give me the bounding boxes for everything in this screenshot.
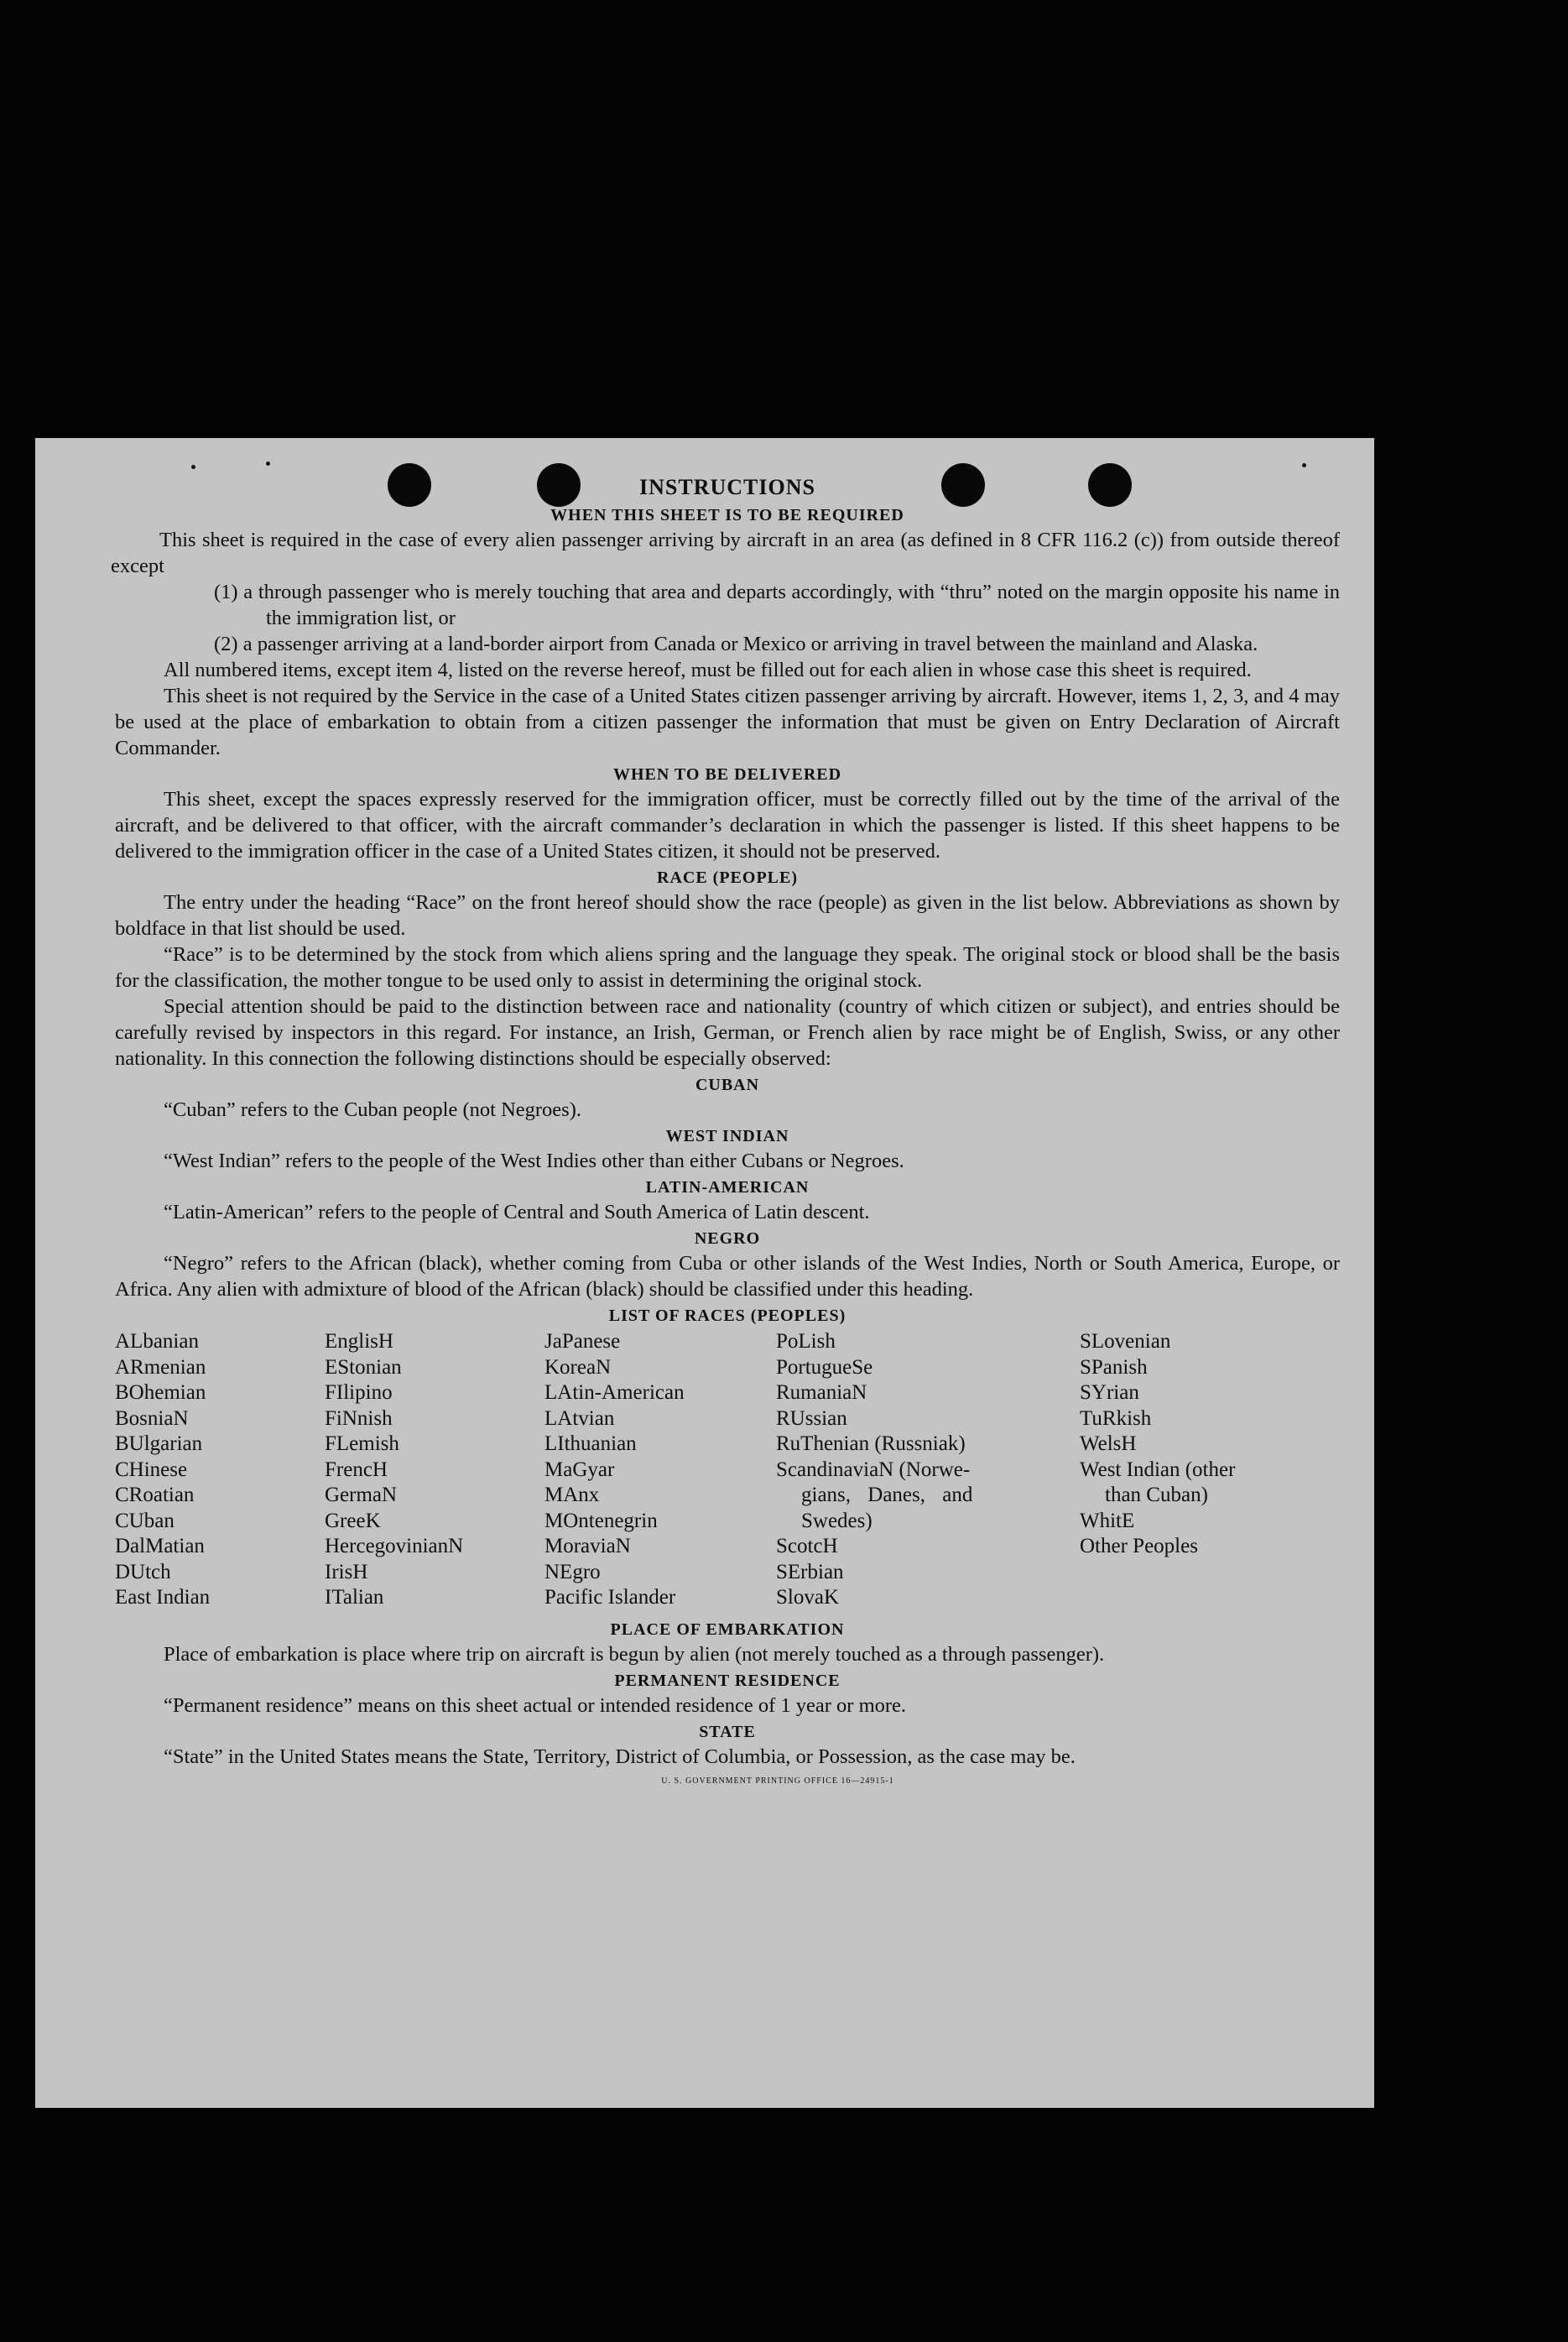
race-entry: Other Peoples <box>1080 1535 1198 1557</box>
race-entry: West Indian (other <box>1080 1458 1236 1481</box>
heading-latin-american: LATIN-AMERICAN <box>645 1178 810 1197</box>
paragraph-intro: This sheet is required in the case of every alien passenger arriving by aircraft in an area (as defined in 8 CFR 116.2 (c)) from outside thereof except <box>111 529 1340 577</box>
race-entry: HercegovinianN <box>325 1535 464 1557</box>
race-entry: MaGyar <box>544 1458 615 1481</box>
race-entry: RuThenian (Russniak) <box>776 1432 966 1455</box>
race-entry: SPanish <box>1080 1355 1148 1379</box>
race-entry: EStonian <box>325 1355 402 1379</box>
race-entry: SLovenian <box>1080 1330 1171 1353</box>
race-entry: SlovaK <box>776 1586 839 1609</box>
paragraph-embarkation: Place of embarkation is place where trip on aircraft is begun by alien (not merely touched as a through passenger). <box>164 1642 1105 1666</box>
heading-embarkation: PLACE OF EMBARKATION <box>610 1620 845 1639</box>
exception-item-2: (2) a passenger arriving at a land-border airport from Canada or Mexico or arriving in travel between the mainland and Alaska. <box>214 633 1258 655</box>
race-entry: WhitE <box>1080 1509 1135 1532</box>
paragraph-west-indian: “West Indian” refers to the people of the West Indies other than either Cubans or Negroes. <box>164 1150 904 1172</box>
race-entry: JaPanese <box>544 1330 621 1353</box>
heading-when-required: WHEN THIS SHEET IS TO BE REQUIRED <box>550 506 904 524</box>
paragraph-race-nationality: Special attention should be paid to the distinction between race and nationality (country of which citizen or subject), and entries should be carefully revised by inspectors in this regard. For instance, an Irish, German, or French alien by race might be of English, Swiss, or any other nationality. In this connection the following distinctions should be especially observed: <box>115 995 1340 1070</box>
paragraph-citizen: This sheet is not required by the Service in the case of a United States citizen passenger arriving by aircraft. However, items 1, 2, 3, and 4 may be used at the place of embarkation to obtain from a citizen passenger the information that must be given on Entry Declaration of Aircraft Commander. <box>115 685 1340 759</box>
race-entry: FIlipino <box>325 1381 393 1404</box>
paragraph-latin-american: “Latin-American” refers to the people of Central and South America of Latin descent. <box>164 1201 870 1223</box>
page-title: INSTRUCTIONS <box>639 475 815 499</box>
race-entry: NEgro <box>544 1560 601 1583</box>
races-column-5 <box>1080 1329 1323 1611</box>
races-column-3 <box>544 1329 776 1611</box>
race-entry: SYrian <box>1080 1381 1139 1404</box>
race-entry: RumaniaN <box>776 1381 867 1404</box>
paragraph-race-definition: “Race” is to be determined by the stock from which aliens spring and the language they speak. The original stock or blood shall be the basis for the classification, the mother tongue to be used only to assist in determining the original stock. <box>115 943 1340 992</box>
races-column-4 <box>776 1329 1080 1611</box>
race-entry: DalMatian <box>115 1535 205 1557</box>
race-entry: FrencH <box>325 1458 388 1481</box>
race-entry: MoraviaN <box>544 1535 631 1557</box>
paper-speck <box>1302 463 1306 467</box>
paper-speck <box>266 462 270 466</box>
race-entry: CUban <box>115 1509 175 1532</box>
heading-list-of-races: LIST OF RACES (PEOPLES) <box>608 1307 847 1325</box>
heading-permanent-residence: PERMANENT RESIDENCE <box>614 1671 841 1690</box>
race-entry: Pacific Islander <box>544 1586 676 1609</box>
race-entry: BosniaN <box>115 1406 189 1430</box>
race-entry: DUtch <box>115 1560 171 1583</box>
race-entry: SErbian <box>776 1560 844 1583</box>
heading-west-indian: WEST INDIAN <box>665 1127 789 1145</box>
heading-race: RACE (PEOPLE) <box>657 868 798 887</box>
race-entry: EnglisH <box>325 1330 393 1353</box>
heading-when-delivered: WHEN TO BE DELIVERED <box>612 765 842 784</box>
race-entry: TuRkish <box>1080 1406 1152 1430</box>
race-entry: RUssian <box>776 1406 847 1430</box>
race-entry-continuation: Swedes) <box>801 1509 873 1532</box>
race-entry: IrisH <box>325 1560 368 1583</box>
race-entry: LAtin-American <box>544 1381 685 1404</box>
race-entry: FLemish <box>325 1432 399 1455</box>
paper-speck <box>191 465 195 469</box>
heading-cuban: CUBAN <box>695 1076 760 1094</box>
race-entry: ITalian <box>325 1586 384 1609</box>
race-entry: ScandinaviaN (Norwe- <box>776 1458 971 1481</box>
races-column-1 <box>115 1329 325 1611</box>
printer-imprint: U. S. GOVERNMENT PRINTING OFFICE 16—24915-1 <box>661 1776 894 1786</box>
race-entry: GermaN <box>325 1484 398 1506</box>
race-entry: WelsH <box>1080 1432 1137 1455</box>
races-list <box>115 1329 1340 1611</box>
paragraph-race-entry: The entry under the heading “Race” on the front hereof should show the race (people) as given in the list below. Abbreviations as shown by boldface in that list should be used. <box>115 891 1340 940</box>
paragraph-cuban: “Cuban” refers to the Cuban people (not Negroes). <box>164 1098 581 1121</box>
paragraph-permanent-residence: “Permanent residence” means on this sheet actual or intended residence of 1 year or more. <box>164 1693 907 1717</box>
paragraph-negro: “Negro” refers to the African (black), whether coming from Cuba or other islands of the West Indies, North or South America, Europe, or Africa. Any alien with admixture of blood of the African (black) should be classified under this heading. <box>115 1252 1340 1301</box>
paragraph-state: “State” in the United States means the State, Territory, District of Columbia, or Possession, as the case may be. <box>164 1745 1076 1768</box>
race-entry: CHinese <box>115 1458 188 1481</box>
race-entry-continuation: than Cuban) <box>1105 1484 1208 1506</box>
heading-negro: NEGRO <box>694 1229 761 1248</box>
paragraph-delivery: This sheet, except the spaces expressly reserved for the immigration officer, must be correctly filled out by the time of the arrival of the aircraft, and be delivered to that officer, with the aircraft commander’s declaration in which the passenger is listed. If this sheet happens to be delivered to the immigration officer in the case of a United States citizen, it should not be preserved. <box>115 788 1340 863</box>
race-entry: PoLish <box>776 1330 836 1353</box>
race-entry: ScotcH <box>776 1535 838 1557</box>
heading-state: STATE <box>699 1722 756 1741</box>
paragraph-numbered-items: All numbered items, except item 4, listed on the reverse hereof, must be filled out for each alien in whose case this sheet is required. <box>164 659 1252 681</box>
race-entry: GreeK <box>325 1509 381 1532</box>
exception-item-1: (1) a through passenger who is merely touching that area and departs accordingly, with “thru” noted on the margin opposite his name in the immigration list, or <box>214 581 1340 629</box>
race-entry: East Indian <box>115 1586 211 1609</box>
race-entry: MOntenegrin <box>544 1509 658 1532</box>
race-entry: MAnx <box>544 1484 600 1506</box>
race-entry: FiNnish <box>325 1406 393 1430</box>
instruction-sheet <box>35 438 1374 2108</box>
race-entry: KoreaN <box>544 1355 612 1379</box>
race-entry-continuation: gians, Danes, and <box>801 1484 973 1506</box>
race-entry: LAtvian <box>544 1406 615 1430</box>
races-column-2 <box>325 1329 544 1611</box>
race-entry: CRoatian <box>115 1484 195 1506</box>
race-entry: BUlgarian <box>115 1432 203 1455</box>
race-entry: ARmenian <box>115 1355 206 1379</box>
race-entry: BOhemian <box>115 1381 206 1404</box>
race-entry: LIthuanian <box>544 1432 637 1455</box>
race-entry: PortugueSe <box>776 1355 873 1379</box>
race-entry: ALbanian <box>115 1330 199 1353</box>
document-body <box>111 473 1340 1786</box>
